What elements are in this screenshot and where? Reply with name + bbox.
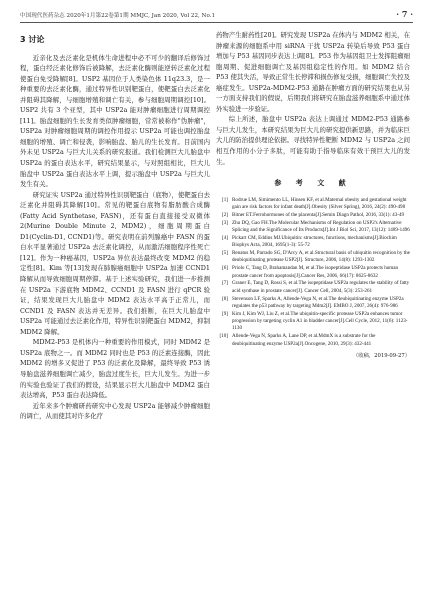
reference-number: [6] <box>222 265 228 272</box>
reference-text: Renatus M, Parrado SG, D'Arcy A, et al.Structural basis of ubiquitin recognition by the deubiquitinating protease USP2[J]. Structure, 2006, 14(8): 1293-1302 <box>232 250 410 264</box>
reference-number: [9] <box>222 310 228 317</box>
reference-text: Pickart CM, Eddins MJ.Ubiquitin: structures, functions, mechanisms[J].Biochim Biophys Acta, 2004, 1695(1-3): 55-72 <box>232 234 397 249</box>
left-column <box>20 30 210 422</box>
paragraph: MDM2-P53 是机体内一种重要的作用模式，同时 MDM2 是 USP2a 底物之一。而 MDM2 同时也是 P53 的泛素连接酶，因此 MDM2 的增多又促进了 P53 的泛素化及降解，最终导致 P53 诱导胎盘滋养细胞调亡减少，胎盘过度生长，巨大儿发生。为进一步的实验也验证了我们的假设，结果显示巨大儿胎盘中 MDM2 蛋白表达增高，P53 蛋白表达降低。 <box>20 338 210 400</box>
reference-number: [4] <box>222 234 228 241</box>
reference-item <box>216 197 410 212</box>
reference-number: [5] <box>222 250 228 257</box>
reference-text: Zhu DQ, Gao FH.The Molecular Mechanisms of Regulation on USP2's Alternative Splicing and the Significance of Its Products[J].Int J Biol Sci, 2017, 13(12): 1489-1496 <box>232 219 410 234</box>
reference-text: Rodrue LM, Simimento LL, Hinsen KF, et al.Maternal obesity and gestational weight gain are risk factors for infant death[J].Obesity (Silver Spring), 2016, 24(2): 490-498 <box>232 196 407 210</box>
reference-list <box>216 197 410 348</box>
right-column <box>216 30 410 361</box>
paragraph: 药物产生耐药性[20]。研究发现 USP2a 在体内与 MDM2 相关，在肿瘤来源的细胞系中用 siRNA 干扰 USP2a 转染后导致 P53 蛋白增加与 P53 基因同步表达上调[8]。P53 作为基因组卫士发挥阻瘤细胞周期、促进细胞调亡及基因组稳定性的作用。如 MDM2 结合 P53 使其失活，导致正常生长停滞和损伤修复受损，细胞调亡失控及癌症发生。USP2a-MDM2-P53 通路在肿瘤方面的研究结果也从另一方面支持我们的假说，后期我们将研究在胎盘滋养细胞系中通过体外实验进一步验证。 <box>216 31 410 113</box>
reference-number: [1] <box>222 196 228 203</box>
reference-item <box>216 265 410 280</box>
paragraph: 综上所述，胎盘中 USP2a 表达上调通过 MDM2-P53 通路参与巨大儿发生，本研究结果为巨大儿的研究提供新思路，并为临床巨大儿的防治提供理论依据。寻找特异性靶断 MDM2 与 USP2a 之间相互作用的小分子多肽，可能有助于指导临床有效干预巨大儿的发生。 <box>216 115 410 166</box>
running-header <box>20 8 413 23</box>
reference-text: Bitner ET.Ferrohormones of the placenta[J].Semin Diagn Pathol, 2016, 33(1): 43-49 <box>232 211 405 218</box>
reference-number: [8] <box>222 295 228 302</box>
reference-number: [10] <box>219 333 228 340</box>
journal-info: 中国现代医药杂志 2020年1月第22卷第1期 MMJC, Jan 2020, Vol 22, No.1 <box>20 13 216 19</box>
references-heading: 参 考 文 献 <box>274 179 352 188</box>
reference-item <box>216 333 410 348</box>
reference-item <box>216 296 410 311</box>
paragraph: 研究证实 USP2a 通过特异性识别靶蛋白（底物），使靶蛋白去泛素化并阻碍其降解[10]。常见的靶蛋白底物有脂肪酸合成酶(Fatty Acid Synthetase, FASN)，还有蛋白直接接受双微体 2(Murine Double Minute 2, MDM2)，细胞周期蛋白 D1(Cyclin-D1, CCND1)等。研究表明在前列腺癌中 FASN 的蛋白水平显著通过 USP2a 去泛素化调控，从而激活细胞程序性死亡[12]。作为一种癌基因，USP2a 异位表达最终改变 MDM2 的稳定性[8]。Kim 等[13]发现在肺腺癌细胞中 USP2a 加速 CCND1 降解从而导致细胞周期停滞。基于上述实验研究，我们进一步推测在 USP2a 下游底物 MDM2、CCND1 及 FASN 进行 qPCR 验证，结果发现巨大儿胎盘中 MDM2 表达水平高于正常儿，而 CCND1 及 FASN 表达并无差异。我们推断，在巨大儿胎盘中 USP2a 可能通过去泛素化作用，特异性识别靶蛋白 MDM2，抑制 MDM2 降解。 <box>20 190 210 336</box>
reference-number: [7] <box>222 280 228 287</box>
reference-number: [2] <box>222 211 228 218</box>
section-heading: 3 讨论 <box>20 35 45 44</box>
reference-item <box>216 250 410 265</box>
page-number: · 7 · <box>396 9 413 19</box>
reference-text: Kim J, Kim WJ, Liu Z, et al.The ubiquitin-specific protease USP2a enhances tumor progression by targeting cyclin A1 in bladder cancer[J].Cell Cycle, 2012, 11(6): 1123-1130 <box>232 310 408 332</box>
reference-item <box>216 220 410 235</box>
reference-item <box>216 280 410 295</box>
reference-text: Priolo C, Tang D, Brahamandan M, et al.The isopeptidase USP2a protects human prostate cancer from apoptosis[J].Cancer Res, 2006, 66(17): 8625-8632 <box>232 265 399 279</box>
reference-item <box>216 212 410 219</box>
reference-text: Stevenson LF, Sparks A, Allende-Vega N, et al.The deubiquitinating enzyme USP2a regulates the p53 pathway by targeting Mdm2[J]. EMBO J, 2007, 26(4): 976-986 <box>232 295 404 309</box>
reference-text: Graner E, Tang D, Rossi S, et al.The isopeptidase USP2a regulates the stability of fatty acid synthase in prostate cancer[J]. Cancer Cell, 2004, 5(3): 253-261 <box>232 280 410 294</box>
reference-number: [3] <box>222 219 228 226</box>
received-date: （收稿，2019-09-27） <box>352 352 410 359</box>
reference-item <box>216 311 410 333</box>
reference-item <box>216 235 410 250</box>
paragraph: 近亲化及去泛素化是机体生命进程中必不可少的翻译后修饰过程，蛋白经泛素化修饰后被降解，去泛素化酶则能逆转泛素化过程使蛋白免受降解[8]。USP2 基因位于人类染色体 11q23.3，是一种重要的去泛素化酶，通过特异性识别靶蛋白，使靶蛋白去泛素化并阻碍其降解，与细胞增殖和调亡有关，参与细胞周期调控[10]。USP2 共有 3 个亚型，其中 USP2a 能对肿瘤细胞进行周期调控[11]。胎盘细胞的生长发育类似肿瘤细胞，常常被称作"伪肿瘤"，USP2a 对肿瘤细胞周期的调控作用提示 USP2a 可能也调控胎盘细胞的增殖、调亡和侵袭，影响胎盘、胎儿的生长发育。目前国内外未见 USP2a 与巨大儿关系的研究报道。我们检测巨大儿胎盘中 USP2a 的蛋白表达水平，研究结果显示，与对照组相比，巨大儿胎盘中 USP2a 蛋白表达水平上调，提示胎盘中 USP2a 与巨大儿发生有关。 <box>20 53 210 189</box>
reference-text: Allende-Vega N, Sparks A, Lane DP, et al.MdmX is a substrate for the deubiquitinating enzyme USP2a[J].Oncogene, 2010, 29(3): 432-441 <box>232 333 376 347</box>
paragraph: 近年来多个肿瘤研药研究中心发现 USP2a 能够减少肿瘤细胞的调亡，从而使其对许多化疗 <box>20 401 210 421</box>
